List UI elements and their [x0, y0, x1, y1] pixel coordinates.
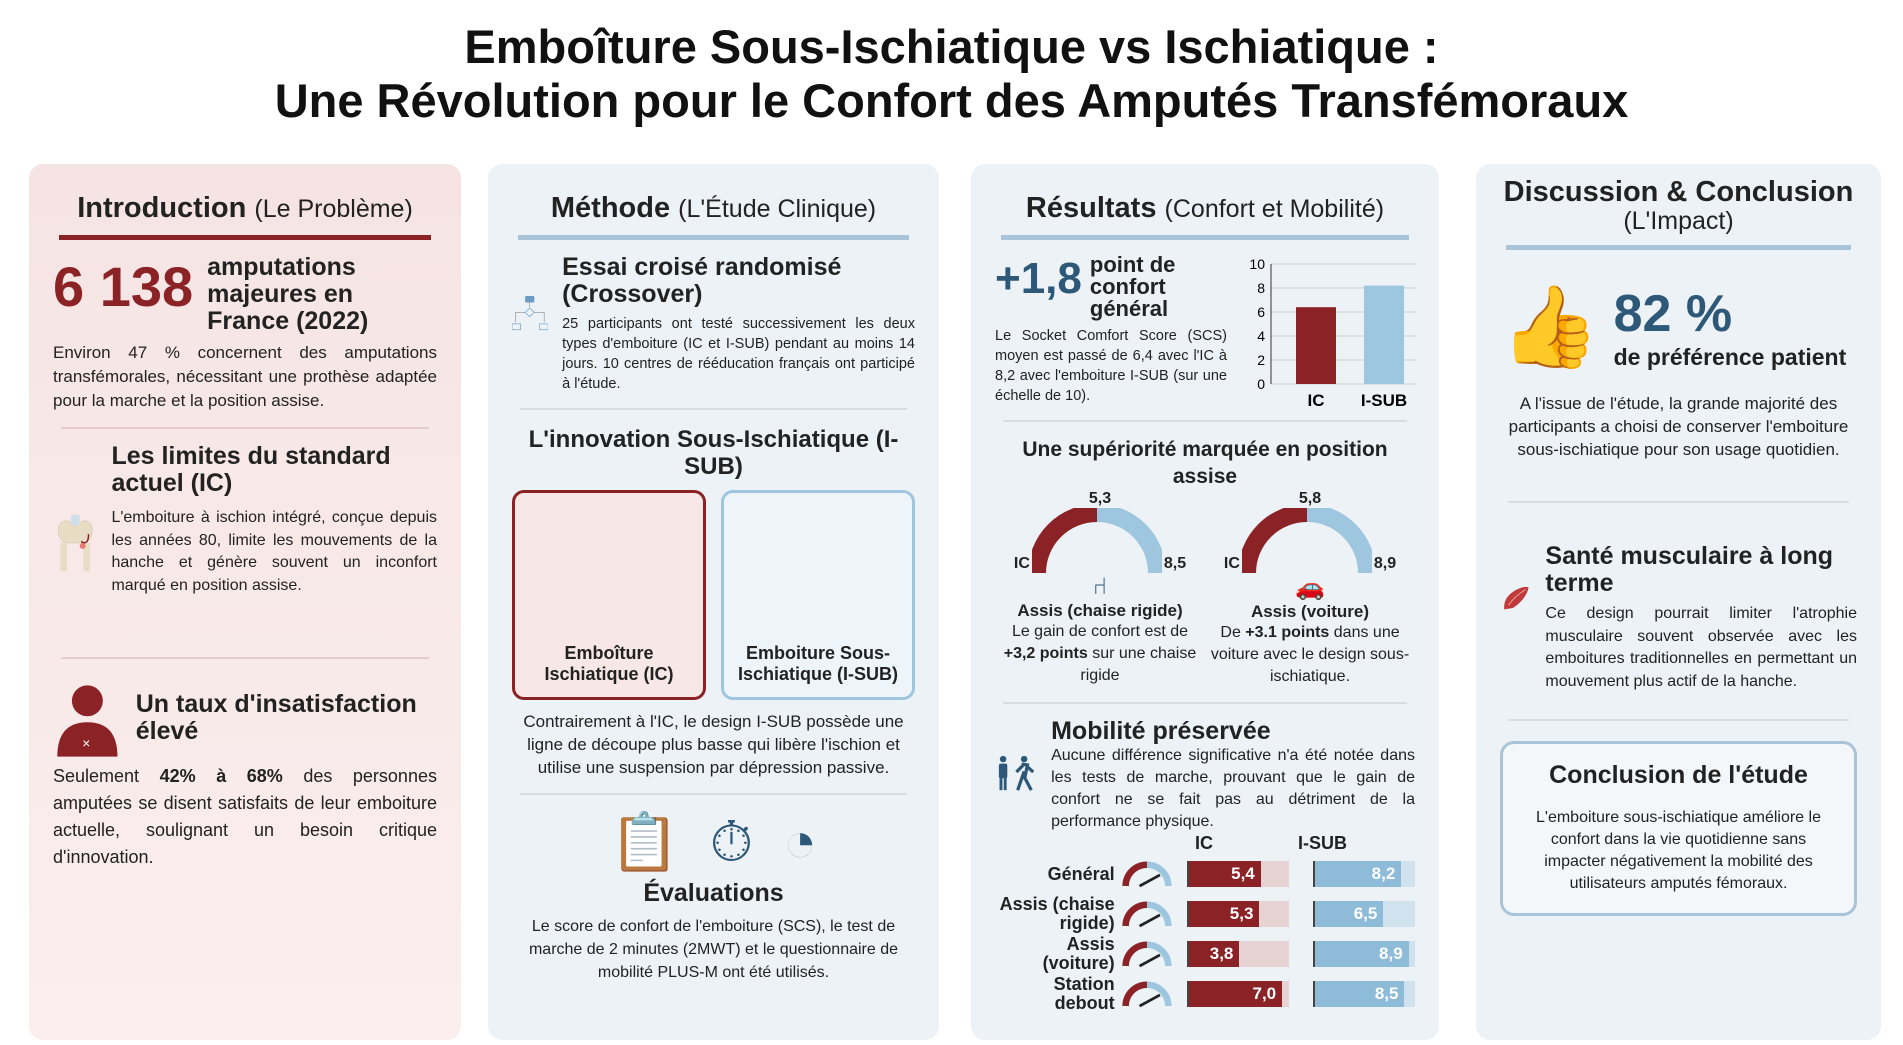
flowchart-icon: [512, 254, 548, 374]
scs-bar-chart: [1241, 254, 1415, 414]
isub-bar: 8,5: [1315, 981, 1405, 1007]
mobility-row: [995, 974, 1415, 1014]
x-tick-label: I-SUB: [1360, 391, 1408, 410]
isub-bar-track: [1313, 901, 1415, 927]
mobility-row: [995, 934, 1415, 974]
discussion-panel: Discussion & Conclusion (L'Impact) 👍 82 % de préférence patient A l'issue de l'étude, la grande majorité des participants a choisi de conserver l'emboiture sous-ischiatique pour son usage quotidien. Santé musculaire à long terme Ce design pourrait limiter l'atrophie musculaire souvent observée avec les emboitures traditionnelles en permettant un mouvement plus actif de la hanche. Conclusion de l'étude L'emboiture sous-ischiatique améliore le confort dans la vie quotidienne sans impacter négativement la mobilité des utilisateurs amputés fémoraux.: [1476, 164, 1881, 1040]
muscle-icon: [1500, 543, 1531, 653]
ic-bar: 5,4: [1189, 861, 1261, 887]
gauge-icon: [1121, 899, 1173, 929]
isub-bar-track: [1313, 941, 1415, 967]
divider: [59, 235, 431, 240]
mobility-row: [995, 854, 1415, 894]
isub-socket-card: Emboiture Sous-Ischiatique (I-SUB): [721, 490, 915, 700]
stopwatch-icon: ⏱: [709, 810, 754, 873]
y-tick-label: 2: [1257, 352, 1265, 368]
isub-bar-track: [1313, 861, 1415, 887]
row-label: Assis (voiture): [1042, 934, 1115, 973]
pelvis-icon: [53, 443, 97, 643]
conclusion-box: Conclusion de l'étude L'emboiture sous-ischiatique améliore le confort dans la vie quotidienne sans impacter négativement la mobilité des utilisateurs amputés fémoraux.: [1500, 741, 1857, 916]
page-title: Emboîture Sous-Ischiatique vs Ischiatique : Une Révolution pour le Confort des Amputés Transfémoraux: [274, 20, 1629, 127]
y-tick-label: 0: [1257, 376, 1265, 392]
chair-icon: ⑁: [1092, 573, 1108, 600]
y-tick-label: 4: [1257, 328, 1265, 344]
isub-bar: 8,2: [1315, 861, 1401, 887]
dissatisfied-user-icon: [53, 673, 122, 763]
row-label: Station debout: [1053, 974, 1115, 1013]
row-label: Général: [1047, 863, 1115, 884]
gauge-icon: [1121, 979, 1173, 1009]
mobility-bar-table: [995, 854, 1415, 1014]
row-label: Assis (chaise rigide): [999, 894, 1115, 933]
walking-people-icon: [995, 718, 1037, 828]
ic-bar-track: [1187, 901, 1289, 927]
isub-bar: 6,5: [1315, 901, 1384, 927]
intro-heading: Introduction (Le Problème): [77, 192, 413, 224]
isub-bar-track: [1313, 981, 1415, 1007]
ic-bar-track: [1187, 861, 1289, 887]
gauge-chair: 5,3 IC 8,5 ⑁ Assis (chaise rigide) Le gain de confort est de +3,2 points sur une chaise rigide: [1000, 490, 1200, 688]
introduction-panel: Introduction (Le Problème) 6 138 amputations majeures en France (2022) Environ 47 % concernent des amputations transfémorales, nécessitant une prothèse adaptée pour la marche et la position assise. Les limites du standard actuel (IC) L'emboiture à ischion intégré, conçue depuis les années 80, limite les mouvements de la hanche et génère souvent un inconfort marqué en position assise. × Un taux d'insatisfaction élevé Seulement 42% à 68% des personnes amputées se disent satisfaits de leur emboiture actuelle, soulignant un besoin critique d'innovation.: [29, 164, 461, 1040]
ic-bar-track: [1187, 941, 1289, 967]
y-tick-label: 10: [1249, 256, 1265, 272]
ic-bar-track: [1187, 981, 1289, 1007]
clipboard-icon: 📋: [609, 810, 680, 873]
ic-bar: 3,8: [1189, 941, 1240, 967]
mobility-row: [995, 894, 1415, 934]
ic-bar: 5,3: [1189, 901, 1260, 927]
gauge-icon: [1121, 939, 1173, 969]
x-tick-label: IC: [1307, 391, 1325, 410]
results-panel: Résultats (Confort et Mobilité) +1,8 point de confort général Le Socket Comfort Score (SCS) moyen est passé de 6,4 avec l'IC à 8,2 avec l'emboiture I-SUB (sur une échelle de 10). 0 2 4 6 8 10 IC I-SUB Une supériorité marquée en position assise 5,3 IC 8,5 ⑁ Assis (chaise rigide) Le gain de confort est de +3,2 points sur une chaise rigide 5,8 IC 8,9 🚗 Assis (voiture) De +3.1 points dans une voiture avec le design sous-ischiatique. Mobilité préservée Aucune différence significative n'a été notée dans les tests de marche, prouvant que le gain de confort ne se fait pas au détriment de la performance physique. IC I-SUB Général 5,4 8,2 Assis (chaise rigide) 5,3 6,5 Assis (voiture) 3,8 8,9 Station debout 7,0 8,5: [971, 164, 1439, 1040]
amputations-stat: 6 138: [53, 255, 194, 318]
gauge-car: 5,8 IC 8,9 🚗 Assis (voiture) De +3.1 points dans une voiture avec le design sous-ischiatique.: [1210, 490, 1410, 685]
svg-text:×: ×: [82, 736, 91, 752]
gauge-icon: [1121, 859, 1173, 889]
ic-socket-card: Emboîture Ischiatique (IC): [512, 490, 706, 700]
ic-bar: 7,0: [1189, 981, 1283, 1007]
isub-bar: 8,9: [1315, 941, 1409, 967]
y-tick-label: 6: [1257, 304, 1265, 320]
method-panel: Méthode (L'Étude Clinique) Essai croisé randomisé (Crossover) 25 participants ont testé successivement les deux types d'emboiture (IC et I-SUB) pendant au moins 14 jours. 10 centres de rééducation français ont participé à l'étude. L'innovation Sous-Ischiatique (I-SUB) Emboîture Ischiatique (IC) Emboiture Sous-Ischiatique (I-SUB) Contrairement à l'IC, le design I-SUB possède une ligne de découpe plus basse qui libère l'ischion et utilise une suspension par dépression passive. 📋 ⏱ ◔ Évaluations Le score de confort de l'emboiture (SCS), le test de marche de 2 minutes (2MWT) et le questionnaire de mobilité PLUS-M ont été utilisés.: [488, 164, 939, 1040]
bar-i-sub: [1364, 286, 1404, 384]
car-icon: 🚗: [1295, 574, 1325, 601]
thumbs-up-icon: 👍: [1500, 282, 1600, 371]
y-tick-label: 8: [1257, 280, 1265, 296]
bar-ic: [1296, 307, 1336, 384]
speedometer-icon: ◔: [783, 810, 818, 873]
